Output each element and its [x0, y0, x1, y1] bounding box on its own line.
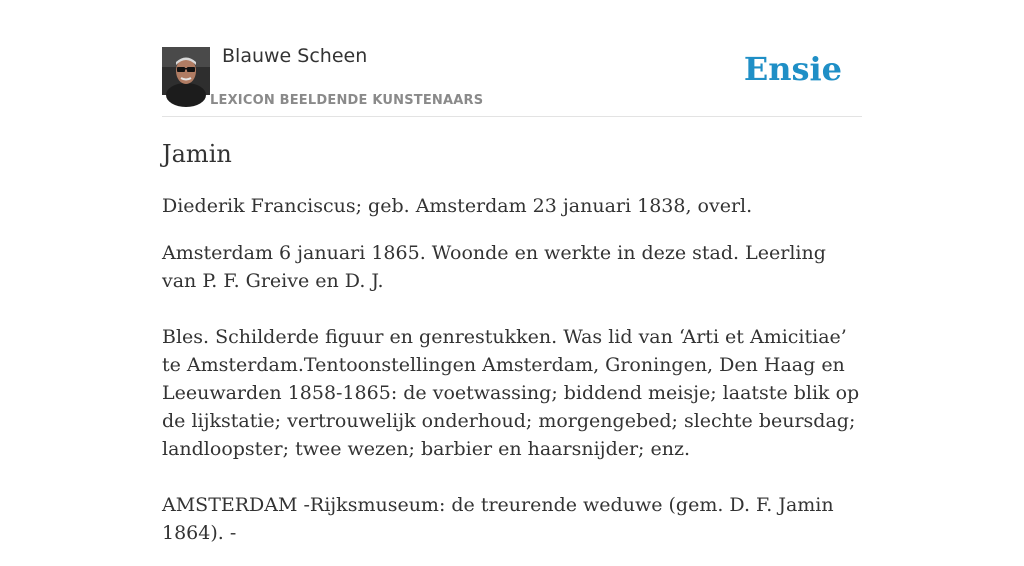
header [162, 0, 862, 117]
article [162, 138, 862, 566]
article-paragraph: Amsterdam 6 januari 1865. Woonde en werkte in deze stad. Leerling van P. F. Greive en D. J. Bles. Schilderde figuur en genrestukken. Was lid van ‘Arti et Amicitiae’ te Amsterdam.Tentoonstellingen Amsterdam, Groningen, Den Haag en Leeuwarden 1858-1865: de voetwassing; biddend meisje; laatste blik op de lijkstatie; vertrouwelijk onderhoud; morgengebed; slechte beursdag; landloopster; twee wezen; barbier en haarsnijder; enz. AMSTERDAM -Rijksmuseum: de treurende weduwe (gem. D. F. Jamin 1864). - [162, 242, 860, 544]
user-photo-icon [162, 47, 210, 95]
collection-label[interactable]: LEXICON BEELDENDE KUNSTENAARS [210, 93, 484, 108]
author-name[interactable]: Blauwe Scheen [222, 45, 368, 67]
article-paragraph: Diederik Franciscus; geb. Amsterdam 23 januari 1838, overl. [162, 195, 753, 217]
brand-logo[interactable]: Ensie [743, 50, 842, 88]
article-title: Jamin [162, 140, 232, 168]
avatar[interactable] [162, 47, 210, 95]
